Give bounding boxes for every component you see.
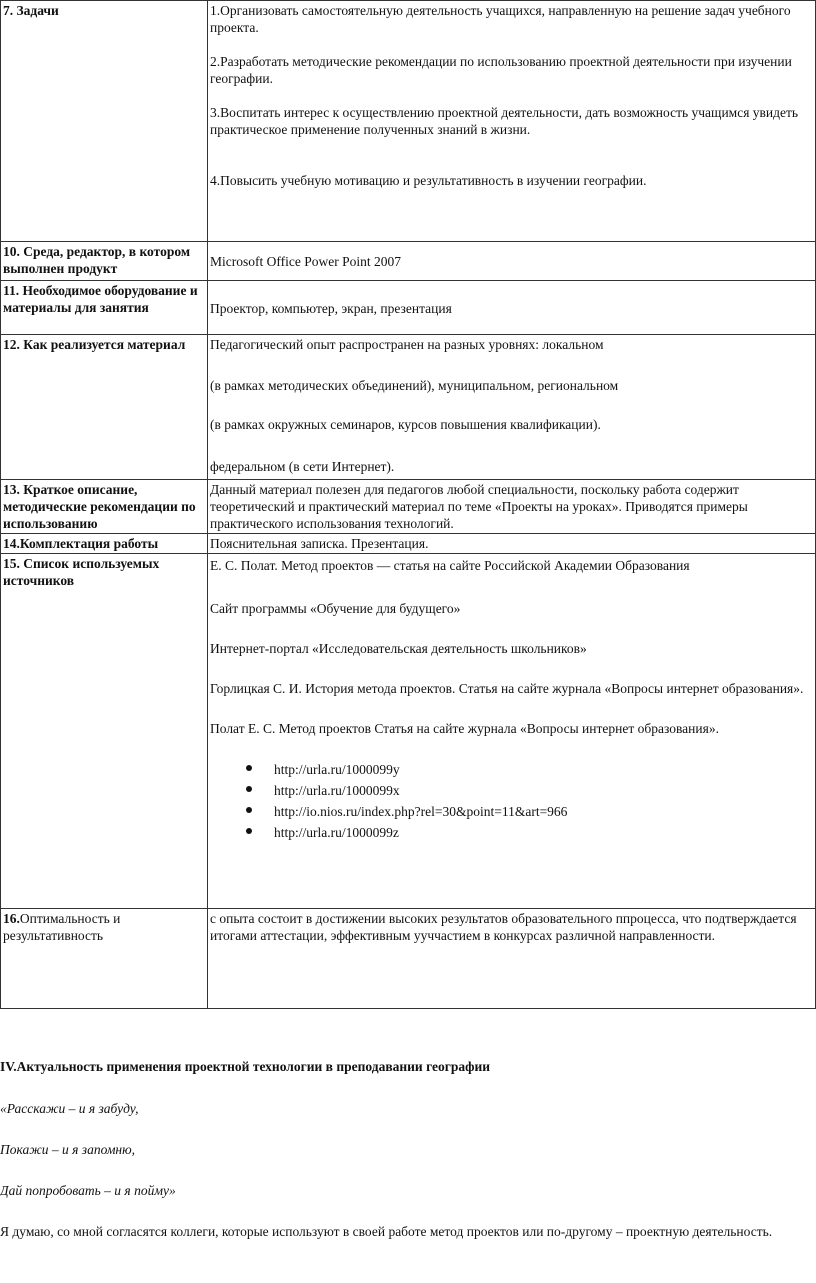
section-heading: IV.Актуальность применения проектной технологии в преподавании географии [0,1059,491,1074]
text-line: (в рамках методических объединений), муниципальном, региональном [210,378,619,393]
table-row [1,554,816,909]
row-content: с опыта состоит в достижении высоких результатов образовательного ппроцесса, что подтверждается итогами аттестации, эффективным ууччастием в конкурсах различной направленности. [208,909,816,1009]
link-list [210,759,813,843]
source-item: Горлицкая С. И. История метода проектов. Статья на сайте журнала «Вопросы интернет образования». [210,681,804,696]
row-label: 15. Список используемых источников [1,554,208,909]
task-item: 1.Организовать самостоятельную деятельность учащихся, направленную на решение задач учебного проекта. [210,3,791,35]
epigraph-line: Покажи – и я запомню, [0,1142,136,1157]
row-label: 12. Как реализуется материал [1,335,208,480]
row-label: 10. Среда, редактор, в котором выполнен продукт [1,242,208,281]
row-content [208,1,816,242]
table-row [1,909,816,1009]
link-item[interactable]: http://urla.ru/1000099x [270,780,813,801]
text-line: (в рамках окружных семинаров, курсов повышения квалификации). [210,417,601,432]
row-content: Microsoft Office Power Point 2007 [208,242,816,281]
table-row [1,534,816,554]
body-paragraph: Я думаю, со мной согласятся коллеги, которые используют в своей работе метод проектов или по-другому – проектную деятельность. [0,1224,773,1239]
row-label: 11. Необходимое оборудование и материалы для занятия [1,281,208,335]
text-line: федеральном (в сети Интернет). [210,459,395,474]
row-label: 14.Комплектация работы [1,534,208,554]
source-item: Е. С. Полат. Метод проектов — статья на сайте Российской Академии Образования [210,558,690,573]
epigraph-line: «Расскажи – и я забуду, [0,1101,139,1116]
epigraph-line: Дай попробовать – и я пойму» [0,1183,176,1198]
table-row [1,480,816,534]
row-content: Пояснительная записка. Презентация. [208,534,816,554]
row-label: 7. Задачи [1,1,208,242]
table-row [1,335,816,480]
link-item[interactable]: http://io.nios.ru/index.php?rel=30&point=11&art=966 [270,801,813,822]
row-content [208,554,816,909]
row-content [208,335,816,480]
row-label-number: 16. [3,911,20,926]
source-item: Полат Е. С. Метод проектов Статья на сайте журнала «Вопросы интернет образования». [210,721,719,736]
link-item[interactable]: http://urla.ru/1000099y [270,759,813,780]
task-item: 2.Разработать методические рекомендации по использованию проектной деятельности при изучении географии. [210,54,792,86]
source-item: Интернет-портал «Исследовательская деятельность школьников» [210,641,587,656]
row-content: Проектор, компьютер, экран, презентация [208,281,816,335]
table-row [1,242,816,281]
link-item[interactable]: http://urla.ru/1000099z [270,822,813,843]
row-label-text: Оптимальность и результативность [3,911,121,943]
table-row [1,281,816,335]
text-line: Педагогический опыт распространен на разных уровнях: локальном [210,337,604,352]
task-item: 3.Воспитать интерес к осуществлению проектной деятельности, дать возможность учащимся увидеть практическое применение полученных знаний в жизни. [210,105,799,137]
row-label [1,909,208,1009]
row-label: 13. Краткое описание, методические рекомендации по использованию [1,480,208,534]
row-content: Данный материал полезен для педагогов любой специальности, поскольку работа содержит теоретический и практический материал по теме «Проекты на уроках». Приводятся примеры практического использования технологий. [208,480,816,534]
table-row [1,1,816,242]
task-item: 4.Повысить учебную мотивацию и результативность в изучении географии. [210,173,647,188]
source-item: Сайт программы «Обучение для будущего» [210,601,461,616]
